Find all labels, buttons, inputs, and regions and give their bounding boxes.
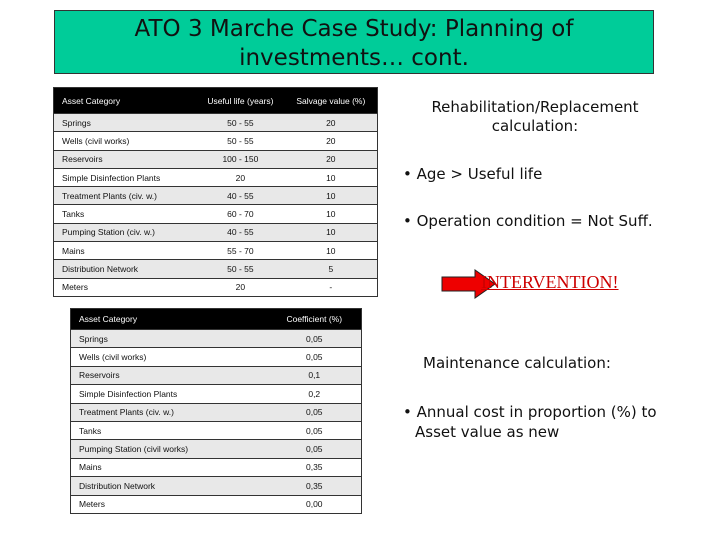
table-cell: 0,05: [268, 440, 362, 458]
table-cell: Pumping Station (civil works): [71, 440, 268, 458]
table-row: [54, 187, 378, 205]
table-cell: 0,1: [268, 366, 362, 384]
table-row: [71, 403, 362, 421]
table-cell: Simple Disinfection Plants: [54, 168, 197, 186]
table-row: [71, 458, 362, 476]
table-cell: 20: [285, 150, 378, 168]
intervention-label: INTERVENTION!: [481, 272, 619, 292]
bullet-operation: • Operation condition = Not Suff.: [403, 212, 653, 230]
table-row: [54, 278, 378, 296]
table-cell: 0,35: [268, 477, 362, 495]
col-header: Salvage value (%): [285, 88, 378, 114]
table-cell: 20: [196, 168, 284, 186]
table-row: [71, 366, 362, 384]
rehab-heading: Rehabilitation/Replacement calculation:: [431, 98, 639, 135]
col-header: Useful life (years): [196, 88, 284, 114]
table-cell: 0,35: [268, 458, 362, 476]
table-cell: 20: [196, 278, 284, 296]
table-cell: Springs: [71, 330, 268, 348]
bullet-annual-cost: • Annual cost in proportion (%) to Asset value as new: [403, 403, 657, 441]
table-cell: Meters: [54, 278, 197, 296]
table-row: [71, 440, 362, 458]
bullet-age: • Age > Useful life: [403, 165, 543, 183]
table-row: [54, 242, 378, 260]
col-header: Asset Category: [54, 88, 197, 114]
table-cell: Tanks: [71, 421, 268, 439]
table-row: [54, 150, 378, 168]
table-cell: Mains: [71, 458, 268, 476]
table-row: [54, 260, 378, 278]
table-cell: Springs: [54, 114, 197, 132]
table-row: [71, 495, 362, 513]
table-cell: 0,00: [268, 495, 362, 513]
table-cell: Pumping Station (civ. w.): [54, 223, 197, 241]
table-cell: 50 - 55: [196, 132, 284, 150]
col-header: Coefficient (%): [268, 309, 362, 330]
table-cell: Distribution Network: [71, 477, 268, 495]
maintenance-coefficient-table: [70, 308, 362, 514]
table-row: [54, 168, 378, 186]
table-cell: Reservoirs: [54, 150, 197, 168]
table-row: [71, 330, 362, 348]
table-row: [71, 421, 362, 439]
table-row: [71, 348, 362, 366]
table-row: [54, 223, 378, 241]
table-cell: 40 - 55: [196, 187, 284, 205]
table-cell: Distribution Network: [54, 260, 197, 278]
table-cell: Treatment Plants (civ. w.): [54, 187, 197, 205]
table-cell: 10: [285, 223, 378, 241]
table-cell: 0,2: [268, 385, 362, 403]
table-row: [71, 477, 362, 495]
table-cell: 5: [285, 260, 378, 278]
table-cell: Tanks: [54, 205, 197, 223]
table-cell: Treatment Plants (civ. w.): [71, 403, 268, 421]
table-row: [71, 385, 362, 403]
table-cell: 100 - 150: [196, 150, 284, 168]
maintenance-heading: Maintenance calculation:: [423, 354, 611, 372]
table-cell: 0,05: [268, 403, 362, 421]
table-cell: 20: [285, 132, 378, 150]
table-row: [54, 205, 378, 223]
table-cell: 20: [285, 114, 378, 132]
slide-title: ATO 3 Marche Case Study: Planning of investments… cont.: [54, 10, 654, 74]
table-cell: Wells (civil works): [71, 348, 268, 366]
table-cell: 10: [285, 168, 378, 186]
table-cell: Wells (civil works): [54, 132, 197, 150]
table-cell: 40 - 55: [196, 223, 284, 241]
table-cell: 0,05: [268, 348, 362, 366]
table-cell: -: [285, 278, 378, 296]
table-row: [54, 132, 378, 150]
col-header: Asset Category: [71, 309, 268, 330]
table-cell: 50 - 55: [196, 260, 284, 278]
table-cell: 55 - 70: [196, 242, 284, 260]
table-row: [54, 114, 378, 132]
table-cell: Reservoirs: [71, 366, 268, 384]
table-cell: Simple Disinfection Plants: [71, 385, 268, 403]
useful-life-table: [53, 87, 378, 297]
table-cell: 50 - 55: [196, 114, 284, 132]
table-cell: 0,05: [268, 330, 362, 348]
table-cell: 10: [285, 242, 378, 260]
table-cell: Meters: [71, 495, 268, 513]
table-cell: 10: [285, 205, 378, 223]
table-cell: 10: [285, 187, 378, 205]
table-cell: Mains: [54, 242, 197, 260]
table-cell: 0,05: [268, 421, 362, 439]
table-cell: 60 - 70: [196, 205, 284, 223]
